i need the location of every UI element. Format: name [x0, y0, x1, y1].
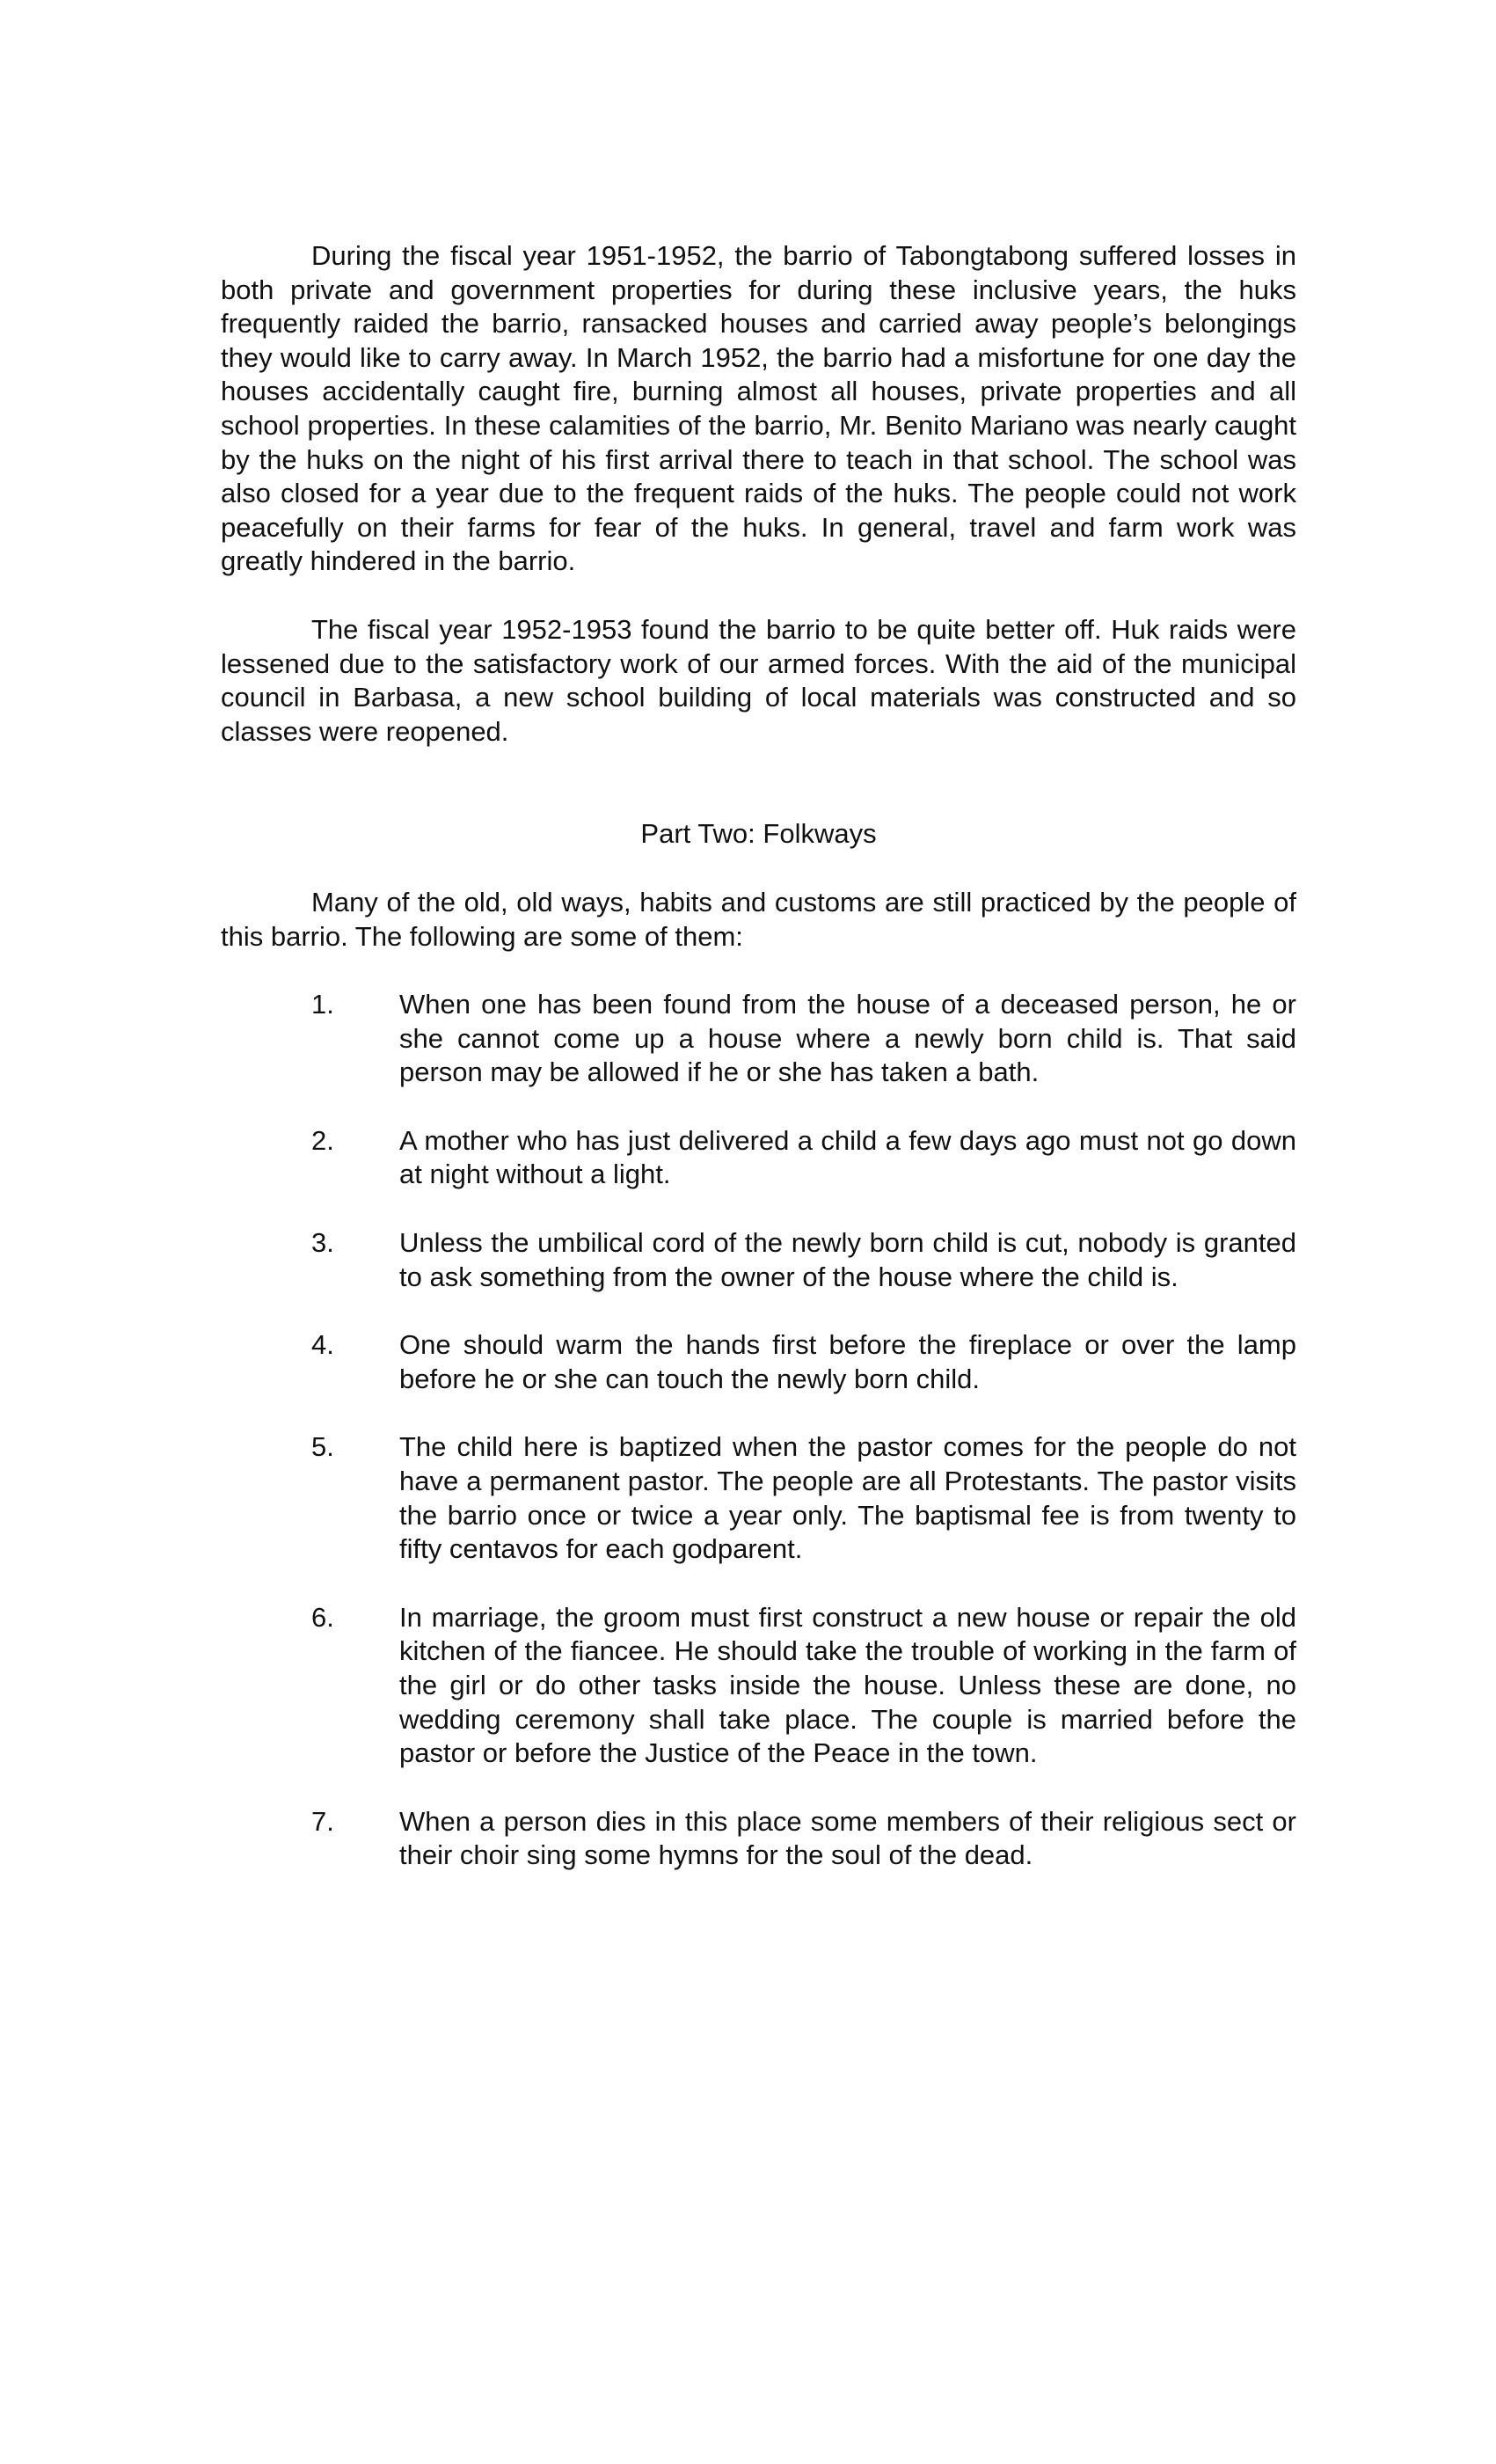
list-item-text: The child here is baptized when the pastor comes for the people do not have a permanent pastor. The people are all Protestants. The pastor visits the barrio once or twice a year only. The baptismal fee is from twenty to fifty centavos for each godparent. [399, 1431, 1296, 1565]
list-item-text: When one has been found from the house of a deceased person, he or she cannot come up a house where a newly born child is. That said person may be allowed if he or she has taken a bath. [399, 989, 1296, 1088]
section-heading: Part Two: Folkways [640, 818, 877, 850]
list-item-text: One should warm the hands first before the fireplace or over the lamp before he or she can touch the newly born child. [399, 1329, 1296, 1394]
list-item [221, 1805, 1296, 1873]
list-item-number: 3. [311, 1227, 334, 1259]
list-item [221, 988, 1296, 1090]
list-item [221, 1328, 1296, 1396]
paragraph-fiscal-1952-1953: The fiscal year 1952-1953 found the barrio to be quite better off. Huk raids were lessened due to the satisfactory work of our armed forces. With the aid of the municipal council in Barbasa, a new school building of local materials was constructed and so classes were reopened. [221, 613, 1296, 747]
list-item-text: In marriage, the groom must first construct a new house or repair the old kitchen of the fiancee. He should take the trouble of working in the farm of the girl or do other tasks inside the house. Unless these are done, no wedding ceremony shall take place. The couple is married before the pastor or before the Justice of the Peace in the town. [399, 1601, 1296, 1769]
list-item [221, 1226, 1296, 1294]
list-item [221, 1601, 1296, 1771]
document-body [221, 239, 1296, 1907]
list-item-number: 5. [311, 1431, 334, 1463]
list-item-number: 2. [311, 1124, 334, 1156]
folkways-list [221, 988, 1296, 1873]
list-item-number: 1. [311, 989, 334, 1020]
list-item [221, 1124, 1296, 1192]
paragraph-fiscal-1951-1952: During the fiscal year 1951-1952, the barrio of Tabongtabong suffered losses in both private and government properties for during these inclusive years, the huks frequently raided the barrio, ransacked houses and carried away people’s belongings they would like to carry away. In March 1952, the barrio had a misfortune for one day the houses accidentally caught fire, burning almost all houses, private properties and all school properties. In these calamities of the barrio, Mr. Benito Mariano was nearly caught by the huks on the night of his first arrival there to teach in that school. The school was also closed for a year due to the frequent raids of the huks. The people could not work peacefully on their farms for fear of the huks. In general, travel and farm work was greatly hindered in the barrio. [221, 240, 1296, 577]
list-item-text: When a person dies in this place some members of their religious sect or their choir sing some hymns for the soul of the dead. [399, 1805, 1296, 1871]
list-item [221, 1430, 1296, 1566]
list-item-number: 6. [311, 1601, 334, 1633]
list-item-number: 7. [311, 1805, 334, 1837]
section-intro: Many of the old, old ways, habits and customs are still practiced by the people of this barrio. The following are some of them: [221, 886, 1296, 952]
list-item-text: Unless the umbilical cord of the newly born child is cut, nobody is granted to ask something from the owner of the house where the child is. [399, 1227, 1296, 1292]
list-item-text: A mother who has just delivered a child a few days ago must not go down at night without a light. [399, 1124, 1296, 1190]
list-item-number: 4. [311, 1329, 334, 1361]
